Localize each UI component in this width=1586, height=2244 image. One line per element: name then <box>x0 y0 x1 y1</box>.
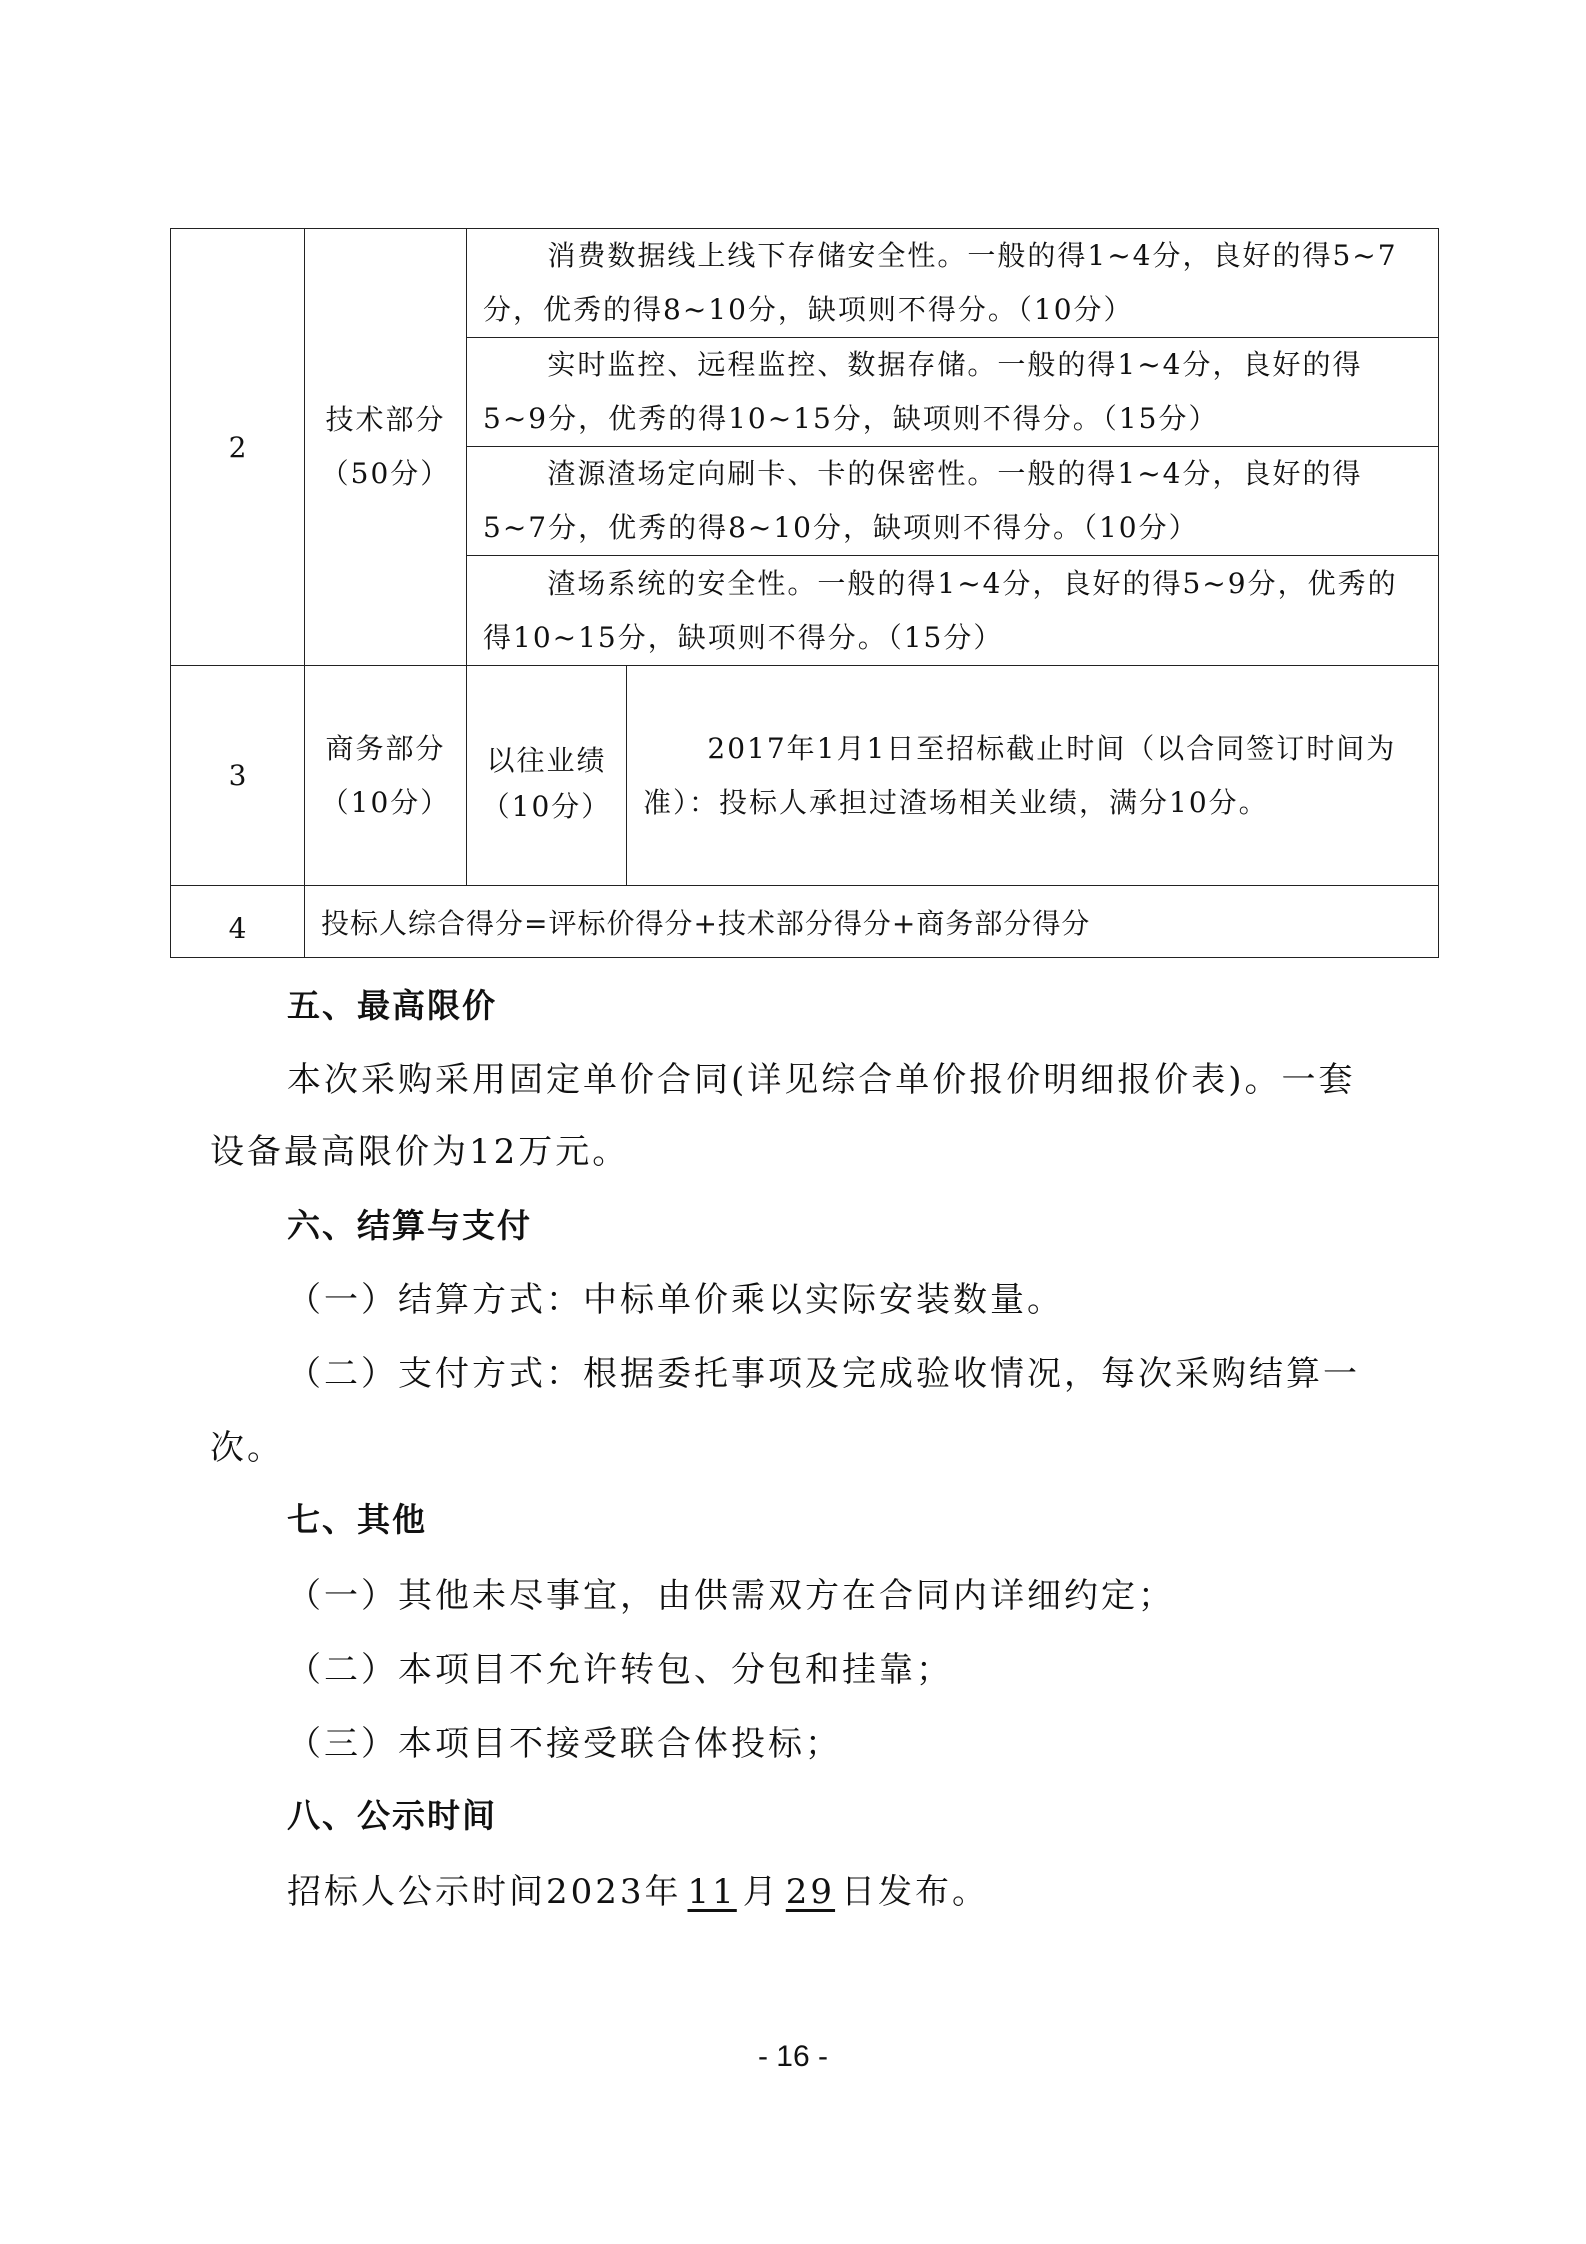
section-5-paragraph-line2: 设备最高限价为12万元。 <box>210 1132 630 1172</box>
section-6-item-2-line2: 次。 <box>210 1428 284 1468</box>
category-name: 技术部分 <box>325 403 446 436</box>
subcategory-cell <box>467 666 627 886</box>
criterion-cell <box>627 666 1439 886</box>
criterion-cell <box>467 338 1439 447</box>
section-5-title: 五、最高限价 <box>287 986 497 1025</box>
section-8-paragraph <box>287 1864 989 1913</box>
section-8-title: 八、公示时间 <box>287 1796 497 1835</box>
publish-prefix: 招标人公示时间2023年 <box>287 1872 682 1912</box>
section-7-item-1: （一）其他未尽事宜，由供需双方在合同内详细约定； <box>287 1576 1175 1616</box>
criterion-cell <box>467 229 1439 338</box>
table-row <box>171 666 1439 886</box>
category-score: （50分） <box>320 457 451 490</box>
row-number: 2 <box>171 229 305 666</box>
category-cell <box>305 229 467 666</box>
category-name: 商务部分 <box>325 731 446 765</box>
criterion-text: 渣源渣场定向刷卡、卡的保密性。一般的得1~4分，良好的得5~7分，优秀的得8~10分，缺项则不得分。（10分） <box>483 457 1363 544</box>
criterion-cell <box>467 447 1439 556</box>
subcategory-score: （10分） <box>481 790 612 823</box>
row-number: 3 <box>171 666 305 886</box>
criterion-text: 消费数据线上线下存储安全性。一般的得1~4分，良好的得5~7分，优秀的得8~10分，缺项则不得分。（10分） <box>483 239 1398 326</box>
criterion-cell <box>467 556 1439 666</box>
section-7-title: 七、其他 <box>287 1500 427 1539</box>
section-6-title: 六、结算与支付 <box>287 1206 532 1245</box>
section-6-item-2-line1: （二）支付方式：根据委托事项及完成验收情况，每次采购结算一 <box>287 1354 1360 1394</box>
criterion-text: 实时监控、远程监控、数据存储。一般的得1~4分，良好的得5~9分，优秀的得10~15分，缺项则不得分。（15分） <box>483 348 1363 435</box>
category-score: （10分） <box>320 785 451 819</box>
table-row <box>171 886 1439 958</box>
page-number: - 16 - <box>757 2040 829 2073</box>
formula-cell: 投标人综合得分=评标价得分+技术部分得分+商务部分得分 <box>305 886 1439 958</box>
scoring-table <box>170 228 1439 958</box>
criterion-text: 渣场系统的安全性。一般的得1~4分，良好的得5~9分，优秀的得10~15分，缺项则不得分。（15分） <box>483 566 1398 654</box>
section-5-paragraph-line1: 本次采购采用固定单价合同(详见综合单价报价明细报价表)。一套 <box>287 1060 1356 1100</box>
section-7-item-3: （三）本项目不接受联合体投标； <box>287 1724 842 1764</box>
category-cell <box>305 666 467 886</box>
publish-month-unit: 月 <box>742 1872 780 1912</box>
section-6-item-1: （一）结算方式：中标单价乘以实际安装数量。 <box>287 1280 1064 1320</box>
subcategory-name: 以往业绩 <box>486 744 607 777</box>
section-7-item-2: （二）本项目不允许转包、分包和挂靠； <box>287 1650 953 1690</box>
publish-month: 11 <box>687 1872 737 1912</box>
publish-suffix: 日发布。 <box>841 1872 990 1912</box>
publish-day: 29 <box>785 1872 836 1912</box>
criterion-text: 2017年1月1日至招标截止时间（以合同签订时间为准）：投标人承担过渣场相关业绩，满分10分。 <box>643 731 1397 819</box>
row-number: 4 <box>171 886 305 958</box>
table-row <box>171 229 1439 338</box>
